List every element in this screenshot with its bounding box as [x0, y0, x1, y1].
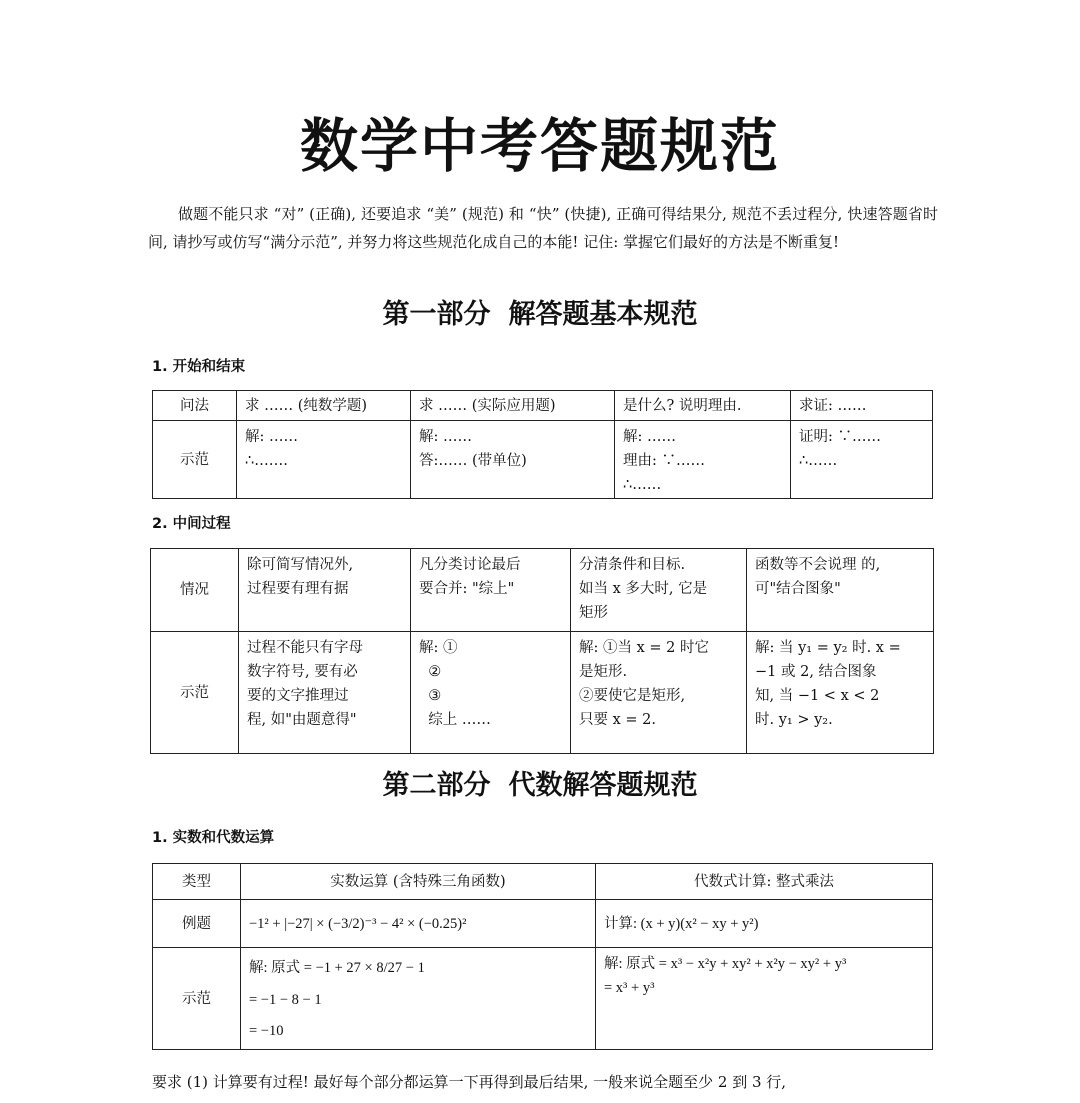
table-cell — [241, 948, 596, 1050]
process-table — [150, 548, 934, 754]
table-row — [153, 864, 933, 900]
cell-line: ③ — [419, 688, 442, 704]
table-cell — [615, 421, 791, 499]
table-row — [151, 632, 934, 754]
cell-line: 时. y₁ > y₂. — [755, 712, 833, 728]
requirement-text: 要求 (1) 计算要有过程! 最好每个部分都运算一下再得到最后结果, 一般来说全题至少 2 到 3 行, — [152, 1073, 787, 1091]
cell-line: 除可简写情况外, — [247, 557, 354, 573]
start-end-table — [152, 390, 933, 499]
table-cell — [596, 948, 933, 1050]
cell-line: 过程不能只有字母 — [247, 640, 363, 656]
table-row — [153, 948, 933, 1050]
cell-line: ∴……. — [245, 453, 288, 469]
cell-line: 理由: ∵…… — [623, 453, 705, 469]
arithmetic-table — [152, 863, 933, 1050]
section-process-heading: 2. 中间过程 — [152, 516, 231, 532]
part-two-name: 代数解答题规范 — [508, 770, 698, 801]
cell-line: 如当 x 多大时, 它是 — [579, 581, 708, 597]
cell-line: = x³ + y³ — [604, 980, 655, 996]
table-row — [151, 549, 934, 632]
part-one-heading — [0, 295, 1080, 335]
cell-line: 解: 原式 = −1 + 27 × 8/27 − 1 — [249, 960, 425, 976]
table-cell — [747, 549, 934, 632]
cell-line: 矩形 — [579, 605, 608, 621]
table-cell: −1² + |−27| × (−3/2)⁻³ − 4² × (−0.25)² — [241, 900, 596, 948]
cell-line: 答:…… (带单位) — [419, 453, 527, 469]
table-cell — [571, 632, 747, 754]
table-cell: 示范 — [151, 632, 239, 754]
cell-line: 可"结合图象" — [755, 581, 841, 597]
table-cell — [747, 632, 934, 754]
cell-line: 解: …… — [245, 429, 298, 445]
table-row — [153, 391, 933, 421]
cell-line: ∴…… — [799, 453, 838, 469]
cell-line: 要的文字推理过 — [247, 688, 349, 704]
cell-line: 解: 原式 = x³ − x²y + xy² + x²y − xy² + y³ — [604, 956, 847, 972]
cell-line: ②要使它是矩形, — [579, 688, 686, 704]
table-cell — [239, 549, 411, 632]
cell-line: 知, 当 −1 < x < 2 — [755, 688, 880, 704]
table-cell — [791, 421, 933, 499]
part-two-label: 第二部分 — [382, 770, 491, 801]
page-title: 数学中考答题规范 — [299, 112, 780, 180]
table-cell: 示范 — [153, 421, 237, 499]
table-cell: 示范 — [153, 948, 241, 1050]
part-one-label: 第一部分 — [382, 299, 491, 330]
cell-line: 是矩形. — [579, 664, 628, 680]
table-cell — [411, 421, 615, 499]
cell-line: ∴…… — [623, 477, 662, 493]
cell-line: 解: …… — [623, 429, 676, 445]
cell-line: 只要 x = 2. — [579, 712, 656, 728]
cell-line: 函数等不会说理 的, — [755, 557, 881, 573]
cell-line: 过程要有理有据 — [247, 581, 349, 597]
cell-line: 解: 当 y₁ = y₂ 时. x = — [755, 640, 901, 656]
table-cell — [411, 632, 571, 754]
table-cell: 类型 — [153, 864, 241, 900]
table-cell — [411, 549, 571, 632]
section-start-end-heading: 1. 开始和结束 — [152, 359, 246, 375]
cell-line: 证明: ∵…… — [799, 429, 881, 445]
cell-line: 解: ①当 x = 2 时它 — [579, 640, 709, 656]
cell-line: 解: ① — [419, 640, 458, 656]
section-arithmetic-heading: 1. 实数和代数运算 — [152, 830, 275, 846]
table-cell: 例题 — [153, 900, 241, 948]
table-cell: 代数式计算: 整式乘法 — [596, 864, 933, 900]
cell-line: 数字符号, 要有必 — [247, 664, 358, 680]
cell-line: 分清条件和目标. — [579, 557, 686, 573]
intro-paragraph: 做题不能只求 “对” (正确), 还要追求 “美” (规范) 和 “快” (快捷), 正确可得结果分, 规范不丢过程分, 快速答题省时间, 请抄写或仿写“满分示范”, 并努力将这些规范化成自己的本能! 记住: 掌握它们最好的方法是不断重复! — [148, 205, 938, 251]
table-cell: 情况 — [151, 549, 239, 632]
table-cell: 求 …… (纯数学题) — [237, 391, 411, 421]
cell-line: 要合并: "综上" — [419, 581, 515, 597]
part-two-heading — [0, 766, 1080, 806]
table-row — [153, 421, 933, 499]
cell-line: = −10 — [249, 1023, 284, 1039]
table-row — [153, 900, 933, 948]
table-cell — [237, 421, 411, 499]
table-cell: 计算: (x + y)(x² − xy + y²) — [596, 900, 933, 948]
part-one-name: 解答题基本规范 — [508, 299, 698, 330]
table-cell — [571, 549, 747, 632]
table-cell: 实数运算 (含特殊三角函数) — [241, 864, 596, 900]
table-cell: 是什么? 说明理由. — [615, 391, 791, 421]
cell-line: 程, 如"由题意得" — [247, 712, 357, 728]
table-cell — [239, 632, 411, 754]
table-cell: 求证: …… — [791, 391, 933, 421]
cell-line: = −1 − 8 − 1 — [249, 992, 322, 1008]
table-cell: 求 …… (实际应用题) — [411, 391, 615, 421]
cell-line: 综上 …… — [419, 712, 491, 728]
cell-line: −1 或 2, 结合图象 — [755, 664, 877, 680]
cell-line: 凡分类讨论最后 — [419, 557, 521, 573]
cell-line: ② — [419, 664, 442, 680]
cell-line: 解: …… — [419, 429, 472, 445]
table-cell: 问法 — [153, 391, 237, 421]
